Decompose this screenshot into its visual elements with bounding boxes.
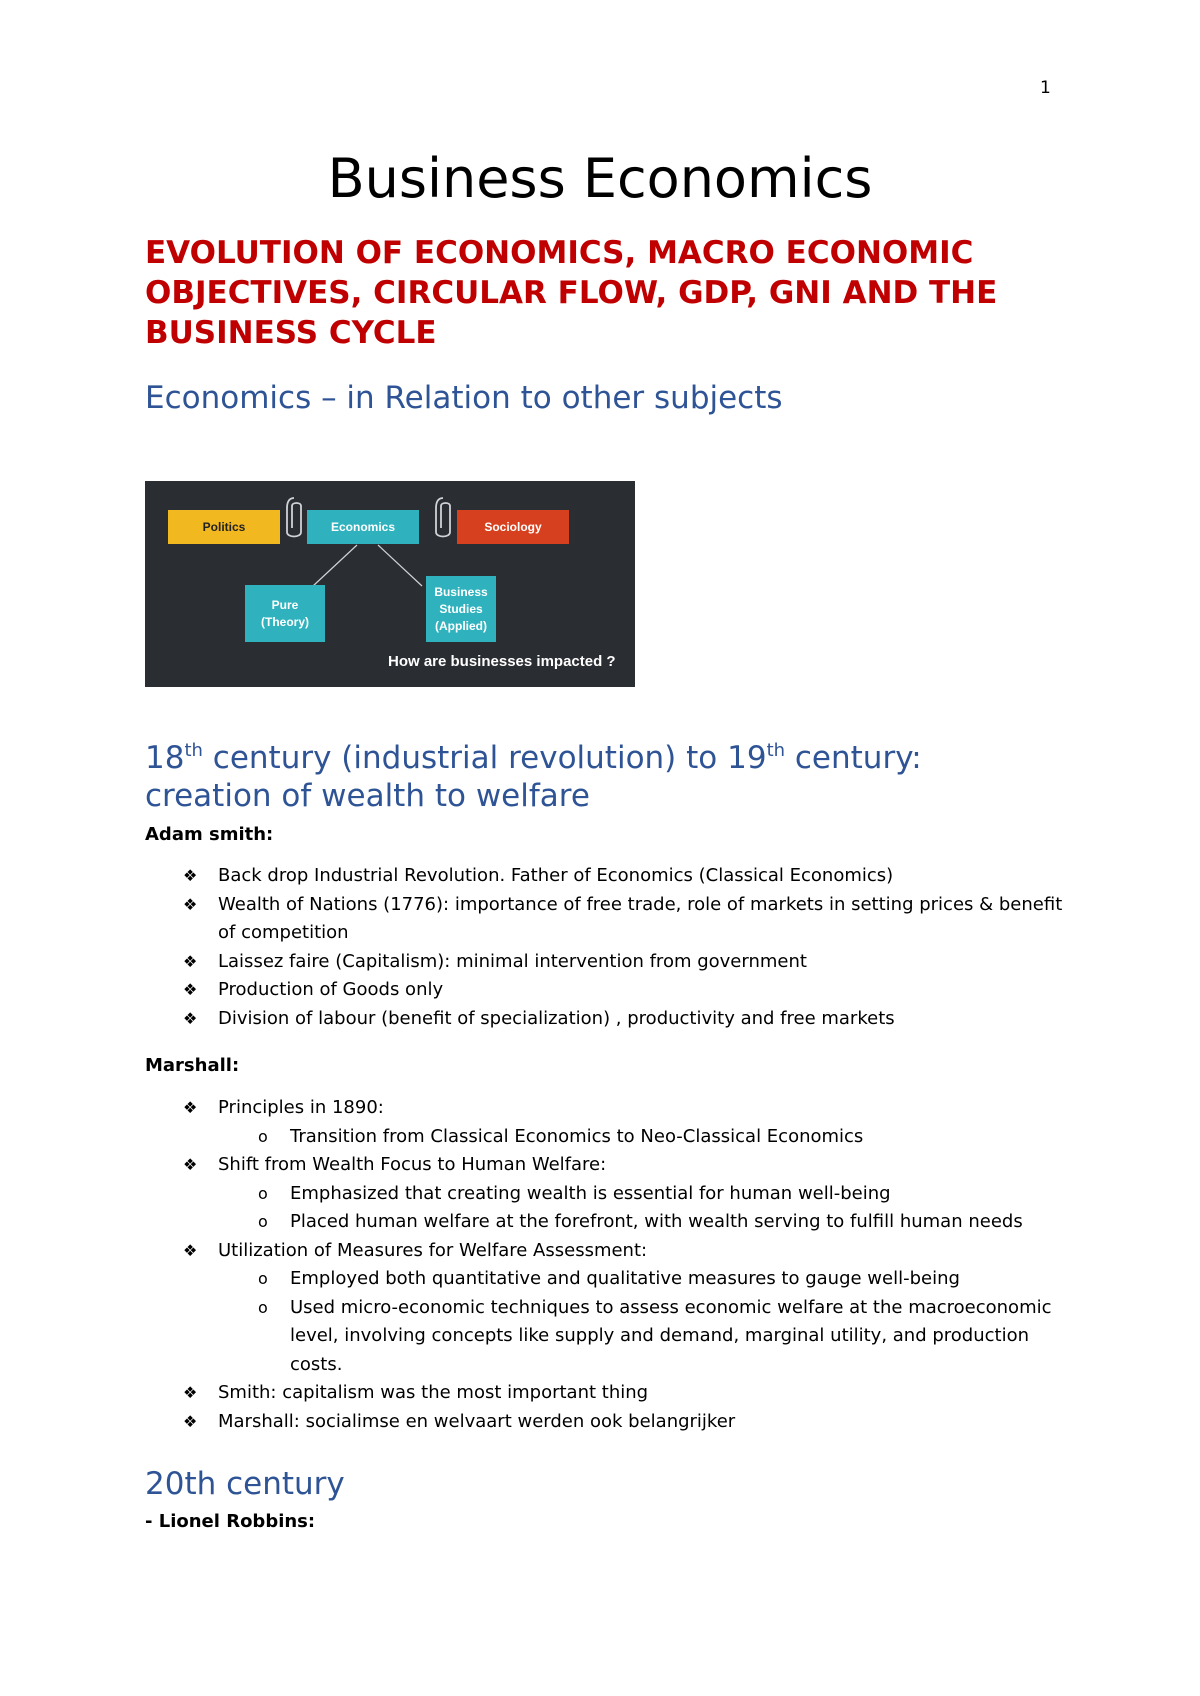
list-item [145,1237,1075,1266]
sociology-label: Sociology [484,519,542,534]
economics-label: Economics [330,519,396,534]
diamond-bullet-icon: ❖ [183,1240,198,1260]
list-item [145,1408,1075,1437]
diamond-bullet-icon: ❖ [183,894,198,914]
heading-part: century: [785,740,922,776]
sub-list-item-text: Employed both quantitative and qualitative measures to gauge well-being [290,1268,960,1289]
diamond-bullet-icon: ❖ [183,1008,198,1028]
politics-box [168,510,280,544]
sub-list [145,1180,1075,1237]
list-item-text: Back drop Industrial Revolution. Father of Economics (Classical Economics) [218,865,894,886]
list-item-text: Principles in 1890: [218,1097,384,1118]
heading-superscript: th [766,740,786,761]
business-studies-box [426,576,496,642]
list-item-text: Utilization of Measures for Welfare Assessment: [218,1239,648,1261]
list-item [145,1005,1075,1034]
sub-list-item [145,1180,1075,1209]
list-item [145,1094,1075,1123]
list-item [145,976,1075,1005]
sub-list [145,1123,1075,1152]
list-item-text: Division of labour (benefit of specialization) , productivity and free markets [218,1007,895,1029]
list-item-text: Marshall: socialimse en welvaart werden ook belangrijker [218,1410,736,1432]
section-heading-18th-century [145,739,922,815]
sub-list-item [145,1208,1075,1237]
circle-bullet-icon: o [258,1126,268,1146]
sociology-box [457,510,569,544]
diamond-bullet-icon: ❖ [183,951,198,971]
heading-part: century (industrial revolution) to 19 [202,740,767,776]
sub-list-item-text: Emphasized that creating wealth is essential for human well-being [290,1182,891,1204]
list-item [145,948,1075,977]
diamond-bullet-icon: ❖ [183,1383,198,1402]
adam-smith-list [145,862,1075,1033]
heading-part: 18 [145,740,185,776]
list-item-text: Laissez faire (Capitalism): minimal intervention from government [218,950,807,972]
diamond-bullet-icon: ❖ [183,1155,198,1174]
sub-list-container [145,1123,1075,1152]
list-item [145,1151,1075,1180]
adam-smith-label: Adam smith: [145,824,274,845]
marshall-label: Marshall: [145,1055,240,1076]
list-item [145,891,1075,948]
list-item-text: Production of Goods only [218,979,444,1000]
list-item-text: Wealth of Nations (1776): importance of free trade, role of markets in setting prices & benefit of competition [218,893,1063,943]
section-heading-relation: Economics – in Relation to other subjects [145,380,783,416]
sub-list-item [145,1294,1075,1380]
business-studies-label: Business Studies (Applied) [434,584,488,633]
pure-theory-box [245,585,325,642]
list-item [145,862,1075,891]
list-item-text: Shift from Wealth Focus to Human Welfare: [218,1154,607,1175]
diamond-bullet-icon: ❖ [183,1411,198,1431]
paperclip-icon [283,496,305,542]
economics-box [307,510,419,544]
sub-list-item-text: Transition from Classical Economics to Neo-Classical Economics [290,1125,864,1147]
document-title: Business Economics [327,147,873,210]
economics-relation-figure [145,481,635,687]
sub-list [145,1265,1075,1379]
circle-bullet-icon: o [258,1297,268,1317]
list-item-text: Smith: capitalism was the most important thing [218,1382,649,1403]
pure-theory-label: Pure (Theory) [261,597,309,629]
circle-bullet-icon: o [258,1183,268,1203]
diamond-bullet-icon: ❖ [183,980,198,999]
page-number: 1 [1040,78,1051,98]
figure-caption: How are businesses impacted ? [388,653,616,670]
sub-list-item-text: Placed human welfare at the forefront, with wealth serving to fulfill human needs [290,1211,1023,1232]
heading-line-2: creation of wealth to welfare [145,778,590,814]
marshall-list [145,1094,1075,1436]
paperclip-icon [432,496,454,542]
lionel-robbins-label: - Lionel Robbins: [145,1511,316,1532]
section-heading-20th-century: 20th century [145,1466,345,1502]
politics-label: Politics [202,519,246,534]
circle-bullet-icon: o [258,1212,268,1231]
diamond-bullet-icon: ❖ [183,1098,198,1117]
sub-list-container [145,1180,1075,1237]
sub-list-item [145,1265,1075,1294]
chapter-heading: EVOLUTION OF ECONOMICS, MACRO ECONOMIC OBJECTIVES, CIRCULAR FLOW, GDP, GNI AND THE BUSINESS CYCLE [145,235,998,351]
diamond-bullet-icon: ❖ [183,866,198,885]
sub-list-item [145,1123,1075,1152]
sub-list-item-text: Used micro-economic techniques to assess economic welfare at the macroeconomic level, involving concepts like supply and demand, marginal utility, and production costs. [290,1296,1052,1375]
list-item [145,1379,1075,1408]
heading-superscript: th [184,740,203,761]
sub-list-container [145,1265,1075,1379]
circle-bullet-icon: o [258,1269,268,1288]
